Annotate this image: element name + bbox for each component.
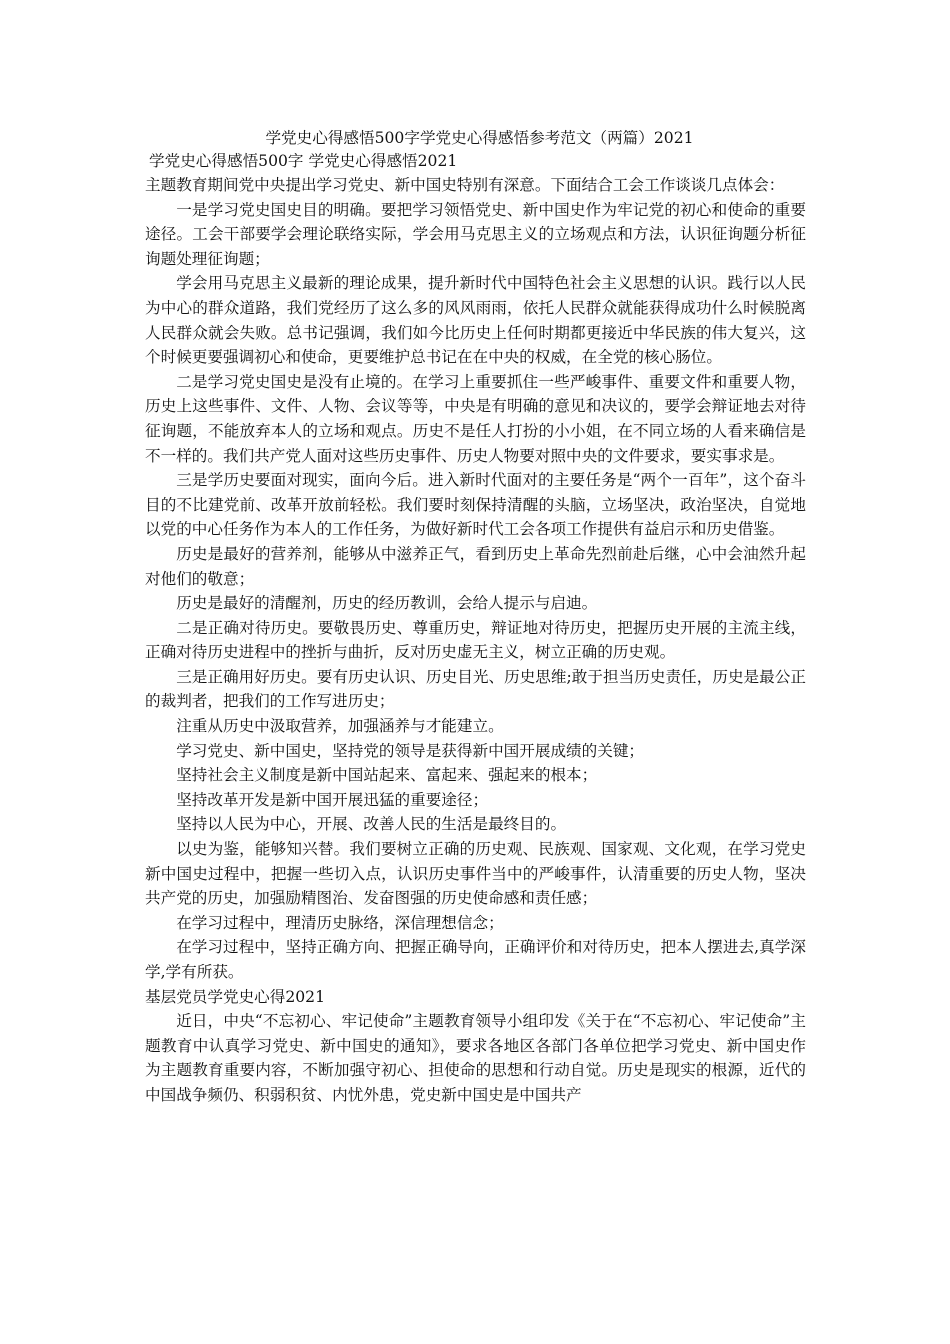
body-paragraph: 历史是最好的营养剂，能够从中滋养正气，看到历史上革命先烈前赴后继，心中会油然升起对他们的敬意； <box>145 544 806 588</box>
body-paragraph: 坚持以人民为中心，开展、改善人民的生活是最终目的。 <box>176 815 567 834</box>
body-paragraph: 坚持改革开发是新中国开展迅猛的重要途径； <box>176 790 489 809</box>
body-paragraph: 二是学习党史国史是没有止境的。在学习上重要抓住一些严峻事件、重要文件和重要人物，历史上这些事件、文件、人物、会议等等，中央是有明确的意见和决议的，要学会辩证地去对待征询题，不能放弃本人的立场和观点。历史不是任人打扮的小小姐，在不同立场的人看来确信是不一样的。我们共产党人面对这些历史事件、历史人物要对照中央的文件要求，要实事求是。 <box>145 372 806 465</box>
body-paragraph: 近日，中央“不忘初心、牢记使命”主题教育领导小组印发《关于在“不忘初心、牢记使命”主题教育中认真学习党史、新中国史的通知》，要求各地区各部门各单位把学习党史、新中国史作为主题教育重要内容，不断加强守初心、担使命的思想和行动自觉。历史是现实的根源，近代的中国战争频仍、积弱积贫、内忧外患，党史新中国史是中国共产 <box>145 1012 806 1104</box>
body-paragraph: 历史是最好的清醒剂，历史的经历教训，会给人提示与启迪。 <box>176 594 598 613</box>
body-paragraph: 三是正确用好历史。要有历史认识、历史目光、历史思维;敢于担当历史责任，历史是最公正的裁判者，把我们的工作写进历史； <box>145 667 806 711</box>
document-title: 学党史心得感悟500字学党史心得感悟参考范文（两篇）2021 <box>265 129 694 147</box>
document-subtitle: 学党史心得感悟500字 学党史心得感悟2021 <box>149 152 458 170</box>
body-paragraph: 一是学习党史国史目的明确。要把学习领悟党史、新中国史作为牢记党的初心和使命的重要途径。工会干部要学会理论联络实际，学会用马克思主义的立场观点和方法，认识征询题分析征询题处理征询题； <box>145 200 806 268</box>
body-paragraph: 学会用马克思主义最新的理论成果，提升新时代中国特色社会主义思想的认识。践行以人民为中心的群众道路，我们党经历了这么多的风风雨雨，依托人民群众就能获得成功什么时候脱离人民群众就会失败。总书记强调，我们如今比历史上任何时期都更接近中华民族的伟大复兴，这个时候更要强调初心和使命，更要维护总书记在在中央的权威，在全党的核心肠位。 <box>145 274 806 367</box>
body-paragraph: 在学习过程中，理清历史脉络，深信理想信念； <box>176 913 504 932</box>
body-paragraph: 注重从历史中汲取营养，加强涵养与才能建立。 <box>176 717 504 736</box>
intro-paragraph: 主题教育期间党中央提出学习党史、新中国史特别有深意。下面结合工会工作谈谈几点体会： <box>145 176 785 194</box>
body-paragraph: 二是正确对待历史。要敬畏历史、尊重历史，辩证地对待历史，把握历史开展的主流主线，正确对待历史进程中的挫折与曲折，反对历史虚无主义，树立正确的历史观。 <box>145 618 806 662</box>
document-page <box>145 126 806 1108</box>
body-paragraph: 学习党史、新中国史，坚持党的领导是获得新中国开展成绩的关键； <box>176 741 645 760</box>
body-paragraph: 坚持社会主义制度是新中国站起来、富起来、强起来的根本； <box>176 766 598 785</box>
body-paragraph: 在学习过程中，坚持正确方向、把握正确导向，正确评价和对待历史，把本人摆进去,真学深学,学有所获。 <box>145 938 806 981</box>
body-paragraph: 以史为鉴，能够知兴替。我们要树立正确的历史观、民族观、国家观、文化观，在学习党史新中国史过程中，把握一些切入点，认识历史事件当中的严峻事件，认清重要的历史人物，坚决共产党的历史，加强励精图治、发奋图强的历史使命感和责任感； <box>145 840 806 908</box>
section-heading: 基层党员学党史心得2021 <box>145 987 326 1006</box>
body-paragraph: 三是学历史要面对现实，面向今后。进入新时代面对的主要任务是“两个一百年”，这个奋斗目的不比建党前、改革开放前轻松。我们要时刻保持清醒的头脑，立场坚决，政治坚决，自觉地以党的中心任务作为本人的工作任务，为做好新时代工会各项工作提供有益启示和历史借鉴。 <box>145 471 806 539</box>
